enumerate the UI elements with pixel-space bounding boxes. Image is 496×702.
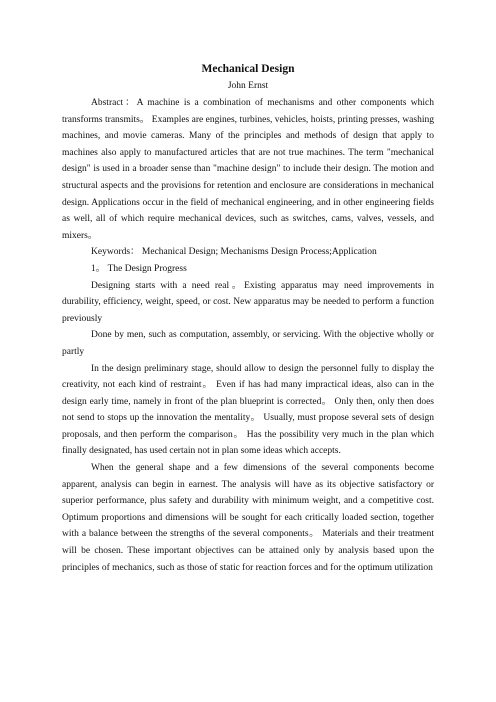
body-paragraph: In the design preliminary stage, should allow to design the personnel fully to display the creativity, not each kind of restraint。 Even if has had many impractical ideas, also can in the design early time, namely in front of the plan blueprint is corrected。 Only then, only then does not send to stops up the innovation the mentality。 Usually, must propose several sets of design proposals, and then perform the comparison。 Has the possibility very much in the plan which finally designated, has used certain not in plan some ideas which accepts.	[62, 363, 434, 457]
section-heading: 1。 The Design Progress	[91, 263, 187, 274]
body-paragraph: When the general shape and a few dimensions of the several components become apparent, analysis can begin in earnest. The analysis will have as its objective satisfactory or superior performance, plus safety and durability with minimum weight, and a competitive cost. Optimum proportions and dimensions will be sought for each critically loaded section, together with a balance between the strengths of the several components。 Materials and their treatment will be chosen. These important objectives can be attained only by analysis based upon the principles of mechanics, such as those of static for reaction forces and for the optimum utilization	[62, 463, 434, 573]
keywords-line: Keywords： Mechanical Design; Mechanisms Design Process;Application	[91, 247, 377, 258]
document-author: John Ernst	[227, 81, 269, 91]
abstract-paragraph: Abstract：A machine is a combination of mechanisms and other components which transforms transmits。 Examples are engines, turbines, vehicles, hoists, printing presses, washing machines, and movie cameras. Many of the principles and methods of design that apply to machines also apply to manufactured articles that are not true machines. The term "mechanical design" is used in a broader sense than "machine design" to include their design. The motion and structural aspects and the provisions for retention and enclosure are considerations in mechanical design. Applications occur in the field of mechanical engineering, and in other engineering fields as well, all of which require mechanical devices, such as switches, cams, valves, vessels, and mixers。	[62, 98, 434, 241]
body-paragraph: Done by men, such as computation, assembly, or servicing. With the objective wholly or partly	[62, 330, 434, 357]
body-paragraph: Designing starts with a need real。Existing apparatus may need improvements in durability, efficiency, weight, speed, or cost. New apparatus may be needed to perform a function previously	[62, 280, 434, 324]
document-title: Mechanical Design	[201, 63, 295, 75]
